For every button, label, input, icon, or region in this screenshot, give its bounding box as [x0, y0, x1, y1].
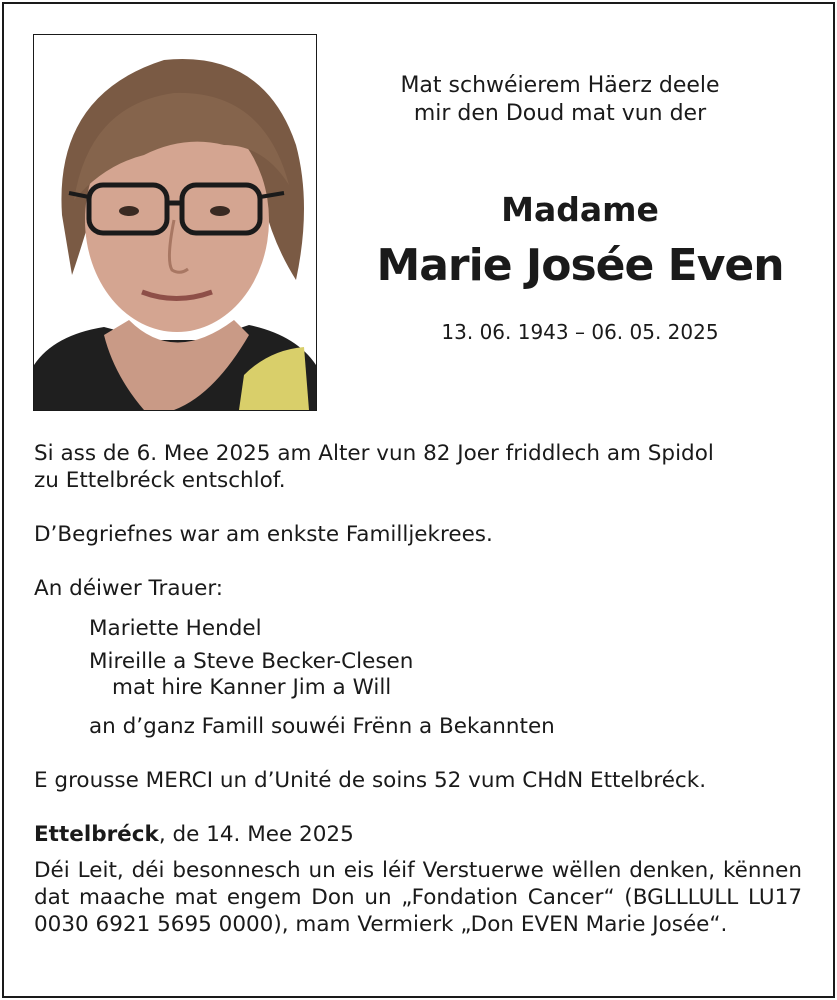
place-name: Ettelbréck [34, 822, 159, 847]
mourner-1: Mariette Hendel [89, 616, 262, 641]
life-dates: 13. 06. 1943 – 06. 05. 2025 [441, 320, 719, 344]
family-circle-text: D’Begriefnes war am enkste Familljekrees. [34, 522, 493, 547]
mourner-3: an d’ganz Famill souwéi Frënn a Bekannten [89, 714, 555, 739]
deceased-title: Madame [501, 190, 659, 229]
thanks-text: E grousse MERCI un d’Unité de soins 52 vum CHdN Ettelbréck. [34, 768, 707, 793]
place-date: , de 14. Mee 2025 [158, 822, 354, 847]
portrait-illustration [34, 35, 316, 410]
mourner-2-children: mat hire Kanner Jim a Will [112, 675, 392, 700]
place-date-line [34, 821, 354, 848]
mourner-2: Mireille a Steve Becker-Clesen [89, 649, 414, 674]
passing-line-1: Si ass de 6. Mee 2025 am Alter vun 82 Joer friddlech am Spidol [34, 441, 714, 466]
portrait-photo [33, 34, 317, 411]
intro-line-1: Mat schwéierem Häerz deele [400, 73, 720, 98]
donation-text: Déi Leit, déi besonnesch un eis léif Verstuerwe wëllen denken, kënnen dat maache mat engem Don un „Fondation Cancer“ (BGLLLULL LU17 0030 6921 5695 0000), mam Vermierk „Don EVEN Marie Josée“. [34, 858, 802, 937]
intro-line-2: mir den Doud mat vun der [413, 101, 707, 126]
deceased-name: Marie Josée Even [376, 240, 784, 291]
passing-line-2: zu Ettelbréck entschlof. [34, 468, 286, 493]
mourners-heading: An déiwer Trauer: [34, 576, 224, 601]
intro-text [365, 72, 755, 128]
